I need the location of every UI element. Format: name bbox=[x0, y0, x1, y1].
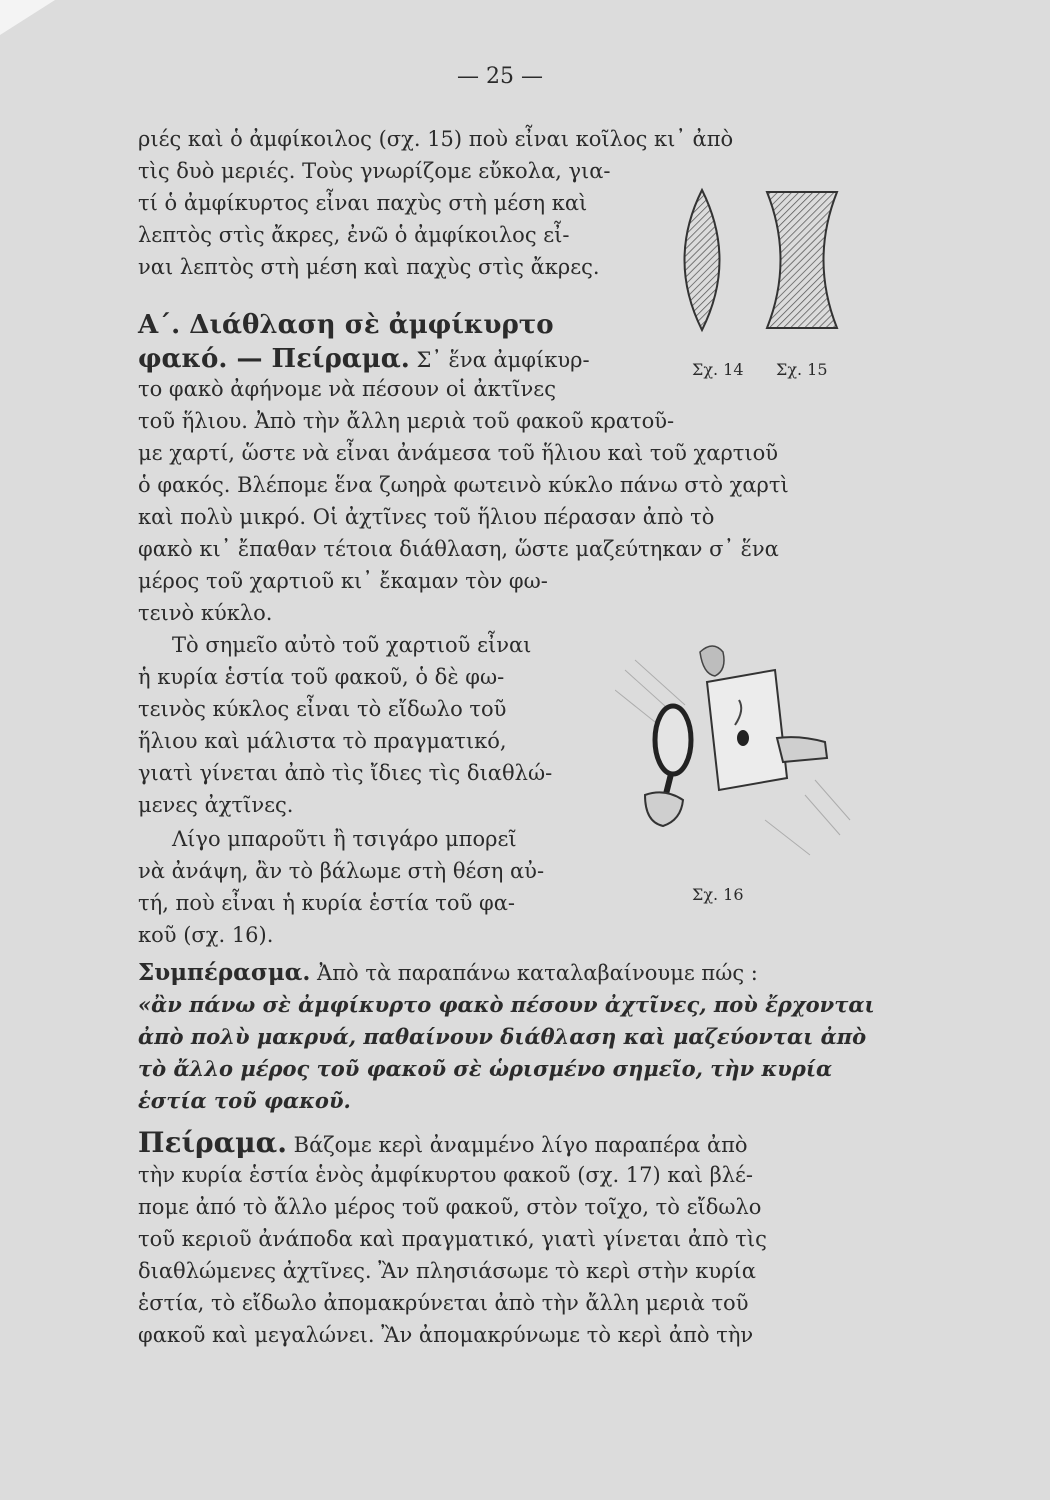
text-line: φακοῦ καὶ μεγαλώνει. Ἂν ἀπομακρύνωμε τὸ κερὶ ἀπὸ τὴν bbox=[138, 1323, 754, 1347]
text-line: διαθλώμενες ἀχτῖνες. Ἂν πλησιάσωμε τὸ κερὶ στὴν κυρία bbox=[138, 1259, 756, 1283]
conclusion-line bbox=[138, 960, 758, 986]
text-line: ὁ φακός. Βλέπομε ἕνα ζωηρὰ φωτεινὸ κύκλο πάνω στὸ χαρτὶ bbox=[138, 473, 789, 497]
figure-16-caption: Σχ. 16 bbox=[692, 885, 744, 904]
conclusion-text-line: ἑστία τοῦ φακοῦ. bbox=[138, 1088, 351, 1113]
text-line: γιατὶ γίνεται ἀπὸ τὶς ἴδιες τὶς διαθλώ- bbox=[138, 761, 553, 785]
text-line: τοῦ κεριοῦ ἀνάποδα καὶ πραγματικό, γιατὶ γίνεται ἀπὸ τὶς bbox=[138, 1227, 767, 1251]
text-line: κοῦ (σχ. 16). bbox=[138, 923, 274, 947]
experiment-rest: Βάζομε κερὶ ἀναμμένο λίγο παραπέρα ἀπὸ bbox=[286, 1133, 748, 1157]
text-line: ναι λεπτὸς στὴ μέση καὶ παχὺς στὶς ἄκρες. bbox=[138, 255, 600, 279]
heading-rest: Σ᾽ ἕνα ἀμφίκυρ- bbox=[409, 348, 590, 372]
biconvex-lens-icon bbox=[685, 190, 720, 330]
text-line: ἑστία, τὸ εἴδωλο ἀπομακρύνεται ἀπὸ τὴν ἄλλη μεριὰ τοῦ bbox=[138, 1291, 749, 1315]
torn-corner bbox=[0, 0, 60, 40]
hand-holding-paper-icon bbox=[777, 737, 827, 762]
text-line: το φακὸ ἀφήνομε νὰ πέσουν οἱ ἀκτῖνες bbox=[138, 377, 556, 401]
text-line: με χαρτί, ὥστε νὰ εἶναι ἀνάμεσα τοῦ ἥλιου καὶ τοῦ χαρτιοῦ bbox=[138, 441, 779, 465]
text-line: ἥλιου καὶ μάλιστα τὸ πραγματικό, bbox=[138, 729, 507, 753]
text-line: λεπτὸς στὶς ἄκρες, ἐνῶ ὁ ἀμφίκοιλος εἶ- bbox=[138, 223, 570, 247]
conclusion-text-line: «ἂν πάνω σὲ ἀμφίκυρτο φακὸ πέσουν ἀχτῖνες, ποὺ ἔρχονται bbox=[138, 992, 875, 1017]
text-line: ριές καὶ ὁ ἀμφίκοιλος (σχ. 15) ποὺ εἶναι κοῖλος κι᾽ ἀπὸ bbox=[138, 127, 734, 151]
text-line: τί ὁ ἀμφίκυρτος εἶναι παχὺς στὴ μέση καὶ bbox=[138, 191, 588, 215]
text-line: τεινὸς κύκλος εἶναι τὸ εἴδωλο τοῦ bbox=[138, 697, 507, 721]
experiment-label: Πείραμα. bbox=[138, 1126, 287, 1159]
text-line: ἡ κυρία ἑστία τοῦ φακοῦ, ὁ δὲ φω- bbox=[138, 665, 505, 689]
conclusion-intro: Ἀπὸ τὰ παραπάνω καταλαβαίνουμε πώς : bbox=[310, 961, 758, 985]
text-line: νὰ ἀνάψη, ἂν τὸ βάλωμε στὴ θέση αὐ- bbox=[138, 859, 545, 883]
figure-15-caption: Σχ. 15 bbox=[776, 360, 828, 379]
text-line: πομε ἀπό τὸ ἄλλο μέρος τοῦ φακοῦ, στὸν τοῖχο, τὸ εἴδωλο bbox=[138, 1195, 762, 1219]
page-number: — 25 — bbox=[457, 64, 543, 89]
section-heading-continued: φακό. — Πείραμα. bbox=[138, 344, 410, 374]
focus-spot-icon bbox=[737, 730, 749, 746]
figure-16-illustration bbox=[615, 630, 855, 870]
text-line: μενες ἀχτῖνες. bbox=[138, 793, 294, 817]
text-line: τή, ποὺ εἶναι ἡ κυρία ἑστία τοῦ φα- bbox=[138, 891, 515, 915]
conclusion-label: Συμπέρασμα. bbox=[138, 959, 311, 986]
text-line: καὶ πολὺ μικρό. Οἱ ἀχτῖνες τοῦ ἥλιου πέρασαν ἀπὸ τὸ bbox=[138, 505, 715, 529]
text-line: τὴν κυρία ἑστία ἑνὸς ἀμφίκυρτου φακοῦ (σχ. 17) καὶ βλέ- bbox=[138, 1163, 754, 1187]
heading-line bbox=[138, 346, 590, 373]
conclusion-text-line: τὸ ἄλλο μέρος τοῦ φακοῦ σὲ ὡρισμένο σημεῖο, τὴν κυρία bbox=[138, 1056, 833, 1081]
text-line: τὶς δυὸ μεριές. Τοὺς γνωρίζομε εὔκολα, για- bbox=[138, 159, 611, 183]
text-line: τεινὸ κύκλο. bbox=[138, 601, 273, 625]
magnifying-glass-icon bbox=[655, 706, 691, 774]
text-line: Τὸ σημεῖο αὐτὸ τοῦ χαρτιοῦ εἶναι bbox=[172, 633, 532, 657]
conclusion-text-line: ἀπὸ πολὺ μακρυά, παθαίνουν διάθλαση καὶ μαζεύονται ἀπὸ bbox=[138, 1024, 867, 1049]
lens-figures bbox=[662, 180, 852, 340]
experiment-line bbox=[138, 1126, 748, 1159]
text-line: Λίγο μπαροῦτι ἢ τσιγάρο μπορεῖ bbox=[172, 827, 517, 851]
hand-holding-lens-icon bbox=[645, 792, 683, 826]
text-line: μέρος τοῦ χαρτιοῦ κι᾽ ἔκαμαν τὸν φω- bbox=[138, 569, 548, 593]
biconcave-lens-icon bbox=[767, 192, 837, 328]
text-line: φακὸ κι᾽ ἔπαθαν τέτοια διάθλαση, ὥστε μαζεύτηκαν σ᾽ ἕνα bbox=[138, 537, 779, 561]
section-heading: Α΄. Διάθλαση σὲ ἀμφίκυρτο bbox=[138, 310, 554, 340]
figure-14-caption: Σχ. 14 bbox=[692, 360, 744, 379]
text-line: τοῦ ἥλιου. Ἀπὸ τὴν ἄλλη μεριὰ τοῦ φακοῦ κρατοῦ- bbox=[138, 409, 675, 433]
paper-sheet-icon bbox=[707, 670, 787, 790]
